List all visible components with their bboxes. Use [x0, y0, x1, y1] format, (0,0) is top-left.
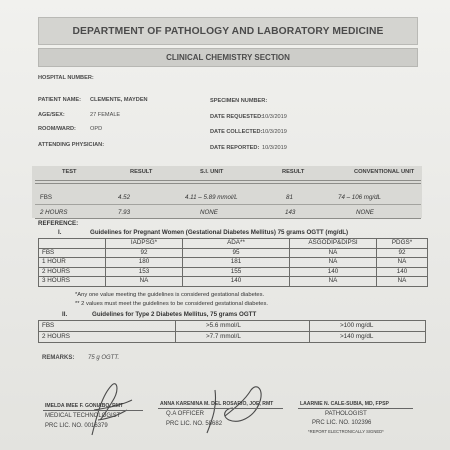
results-row-fbs-si-result: 4.52: [118, 194, 131, 201]
results-row-fbs-conv-unit: 74 – 106 mg/dL: [338, 194, 382, 201]
table-cell: 92: [106, 248, 183, 258]
results-divider: [35, 180, 421, 181]
table-row: [39, 258, 428, 268]
type2-guidelines-table: [38, 320, 426, 343]
table-cell: 140: [183, 277, 290, 287]
remarks-value: 75 g OGTT.: [88, 355, 120, 361]
table-cell: FBS: [39, 248, 106, 258]
room-ward-label: ROOM/WARD:: [38, 126, 76, 132]
table-cell: 181: [183, 258, 290, 268]
signatory-3-title: PATHOLOGIST: [325, 411, 367, 417]
results-header-result-si: RESULT: [130, 169, 153, 175]
hospital-number-label: HOSPITAL NUMBER:: [38, 75, 94, 81]
results-header-si-unit: S.I. UNIT: [200, 169, 224, 175]
results-header-test: TEST: [62, 169, 77, 175]
results-row-2h-si-result: 7.93: [118, 209, 131, 216]
table-header-ada: ADA**: [183, 239, 290, 249]
table-cell: NA: [290, 277, 377, 287]
attending-physician-label: ATTENDING PHYSICIAN:: [38, 142, 105, 148]
table-cell: >140 mg/dL: [310, 332, 426, 343]
signature-line: [43, 410, 143, 411]
date-reported-label: DATE REPORTED:: [210, 145, 260, 151]
signatory-2-name: ANNA KARENINA M. DEL ROSARIO, JOE, RMT: [160, 401, 274, 407]
results-row-2h-conv-unit: NONE: [356, 209, 374, 216]
age-sex-value: 27 FEMALE: [90, 112, 121, 118]
table-cell: FBS: [39, 321, 176, 332]
results-row-2h-si-unit: NONE: [200, 209, 218, 216]
table-cell: 140: [290, 267, 377, 277]
results-bottom-line: [35, 218, 421, 219]
signature-line: [158, 408, 283, 409]
table-cell: NA: [106, 277, 183, 287]
results-header-result-conv: RESULT: [282, 169, 305, 175]
reference-section-1-title: Guidelines for Pregnant Women (Gestational Diabetes Mellitus) 75 grams OGTT (mg/dL): [90, 229, 349, 236]
table-cell: [39, 239, 106, 249]
signature-line: [298, 408, 413, 409]
results-header-conventional-unit: CONVENTIONAL UNIT: [354, 169, 415, 175]
table-cell: 2 HOURS: [39, 267, 106, 277]
reference-section-2-title: Guidelines for Type 2 Diabetes Mellitus, 75 grams OGTT: [92, 311, 257, 318]
gdm-footnote-2: ** 2 values must meet the guidelines to be considered gestational diabetes.: [75, 301, 269, 307]
results-row-fbs-conv-result: 81: [286, 194, 293, 201]
table-row: [39, 239, 428, 249]
room-ward-value: OPD: [90, 126, 103, 132]
table-cell: NA: [377, 277, 428, 287]
patient-name-value: CLEMENTE, MAYDEN: [90, 97, 148, 103]
results-row-2h-conv-result: 143: [285, 209, 296, 216]
remarks-label: REMARKS:: [42, 355, 75, 361]
table-header-pdgs: PDGS*: [377, 239, 428, 249]
table-cell: NA: [290, 248, 377, 258]
table-cell: 92: [377, 248, 428, 258]
gdm-guidelines-table: [38, 238, 428, 287]
table-cell: 1 HOUR: [39, 258, 106, 268]
table-cell: >7.7 mmol/L: [176, 332, 310, 343]
results-row-fbs-test: FBS: [40, 194, 53, 201]
signatory-1-license: PRC LIC. NO. 0016379: [45, 423, 108, 429]
specimen-number-label: SPECIMEN NUMBER:: [210, 98, 268, 104]
table-header-iadpsg: IADPSG*: [106, 239, 183, 249]
date-requested-label: DATE REQUESTED:: [210, 114, 264, 120]
table-cell: NA: [377, 258, 428, 268]
table-row: [39, 277, 428, 287]
table-row: [39, 267, 428, 277]
signatory-2-title: Q.A OFFICER: [166, 411, 205, 417]
reference-label: REFERENCE:: [38, 220, 79, 227]
signatory-3-license: PRC LIC. NO. 102396: [312, 420, 372, 426]
reference-section-1-number: I.: [58, 229, 62, 236]
table-cell: >5.6 mmol/L: [176, 321, 310, 332]
gdm-footnote-1: *Any one value meeting the guidelines is considered gestational diabetes.: [75, 292, 265, 298]
date-collected-value: 10/3/2019: [262, 129, 287, 135]
date-collected-label: DATE COLLECTED:: [210, 129, 263, 135]
signatory-1-name: IMELDA IMEE F. GONIABO, RMT: [45, 403, 124, 409]
table-cell: 95: [183, 248, 290, 258]
results-row-separator: [35, 204, 421, 205]
department-title: DEPARTMENT OF PATHOLOGY AND LABORATORY MEDICINE: [38, 17, 418, 45]
table-cell: 3 HOURS: [39, 277, 106, 287]
section-title: CLINICAL CHEMISTRY SECTION: [38, 48, 418, 67]
patient-name-label: PATIENT NAME:: [38, 97, 81, 103]
date-reported-value: 10/3/2019: [262, 145, 287, 151]
table-header-asgodip: ASGODIP&DIPSI: [290, 239, 377, 249]
results-divider: [35, 183, 421, 184]
table-cell: 140: [377, 267, 428, 277]
reference-section-2-number: II.: [62, 311, 68, 318]
age-sex-label: AGE/SEX:: [38, 112, 65, 118]
table-row: [39, 248, 428, 258]
date-requested-value: 10/3/2019: [262, 114, 287, 120]
signatory-3-note: *REPORT ELECTRONICALLY SIGNED*: [308, 429, 384, 434]
table-cell: NA: [290, 258, 377, 268]
signatory-2-license: PRC LIC. NO. 58682: [166, 421, 223, 427]
results-row-2h-test: 2 HOURS: [40, 209, 68, 216]
table-cell: 153: [106, 267, 183, 277]
table-cell: 180: [106, 258, 183, 268]
table-row: [39, 321, 426, 332]
results-row-fbs-si-unit: 4.11 – 5.89 mmol/L: [185, 194, 238, 201]
table-row: [39, 332, 426, 343]
table-cell: 2 HOURS: [39, 332, 176, 343]
signatory-3-name: LAARNIE N. CALE-SUBIA, MD, FPSP: [300, 401, 389, 407]
table-cell: >100 mg/dL: [310, 321, 426, 332]
table-cell: 155: [183, 267, 290, 277]
signatory-1-title: MEDICAL TECHNOLOGIST: [45, 413, 121, 419]
